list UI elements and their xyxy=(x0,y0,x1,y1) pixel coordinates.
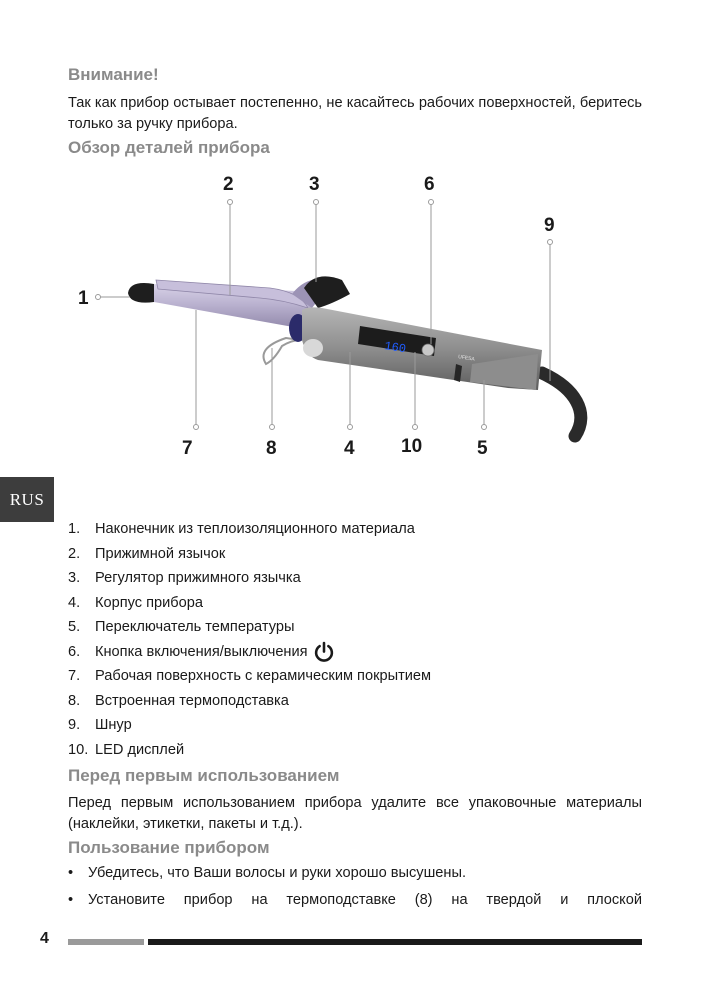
list-item: 5. Переключатель температуры xyxy=(68,619,295,636)
stand xyxy=(264,338,301,364)
language-tab: RUS xyxy=(0,477,54,522)
footer-rule-gray xyxy=(68,939,144,945)
callout-3: 3 xyxy=(309,174,320,195)
list-item: 2. Прижимной язычок xyxy=(68,545,226,562)
callout-8: 8 xyxy=(266,438,277,459)
footer-rule-black xyxy=(148,939,642,945)
warning-heading: Внимание! xyxy=(68,65,159,84)
list-item: 1. Наконечник из теплоизоляционного материала xyxy=(68,521,415,538)
overview-heading: Обзор деталей прибора xyxy=(68,138,270,157)
list-item: • Установите прибор на термоподставке (8) на твердой и плоской xyxy=(68,892,642,908)
before-first-use-text: Перед первым использованием прибора удалите все упаковочные материалы (наклейки, этикетки, пакеты и т.д.). xyxy=(68,795,642,832)
callout-7: 7 xyxy=(182,438,193,459)
before-first-use-heading: Перед первым использованием xyxy=(68,766,340,785)
switch xyxy=(303,339,323,357)
cord xyxy=(542,373,581,436)
warning-text: Так как прибор остывает постепенно, не касайтесь рабочих поверхностей, беритесь только за ручку прибора. xyxy=(68,95,642,132)
list-item: 9. Шнур xyxy=(68,717,132,734)
list-item: 8. Встроенная термоподставка xyxy=(68,692,289,709)
callout-10: 10 xyxy=(401,436,423,457)
callout-5: 5 xyxy=(477,438,488,459)
callout-2: 2 xyxy=(223,174,234,195)
curling-iron-diagram xyxy=(60,168,660,468)
list-item: 6. Кнопка включения/выключения xyxy=(68,640,431,665)
led-display-reading: 160 xyxy=(383,339,407,357)
parts-list xyxy=(68,517,431,762)
usage-list xyxy=(68,863,642,917)
page-number: 4 xyxy=(40,930,49,947)
list-item: • Убедитесь, что Ваши волосы и руки хорошо высушены. xyxy=(68,865,467,881)
power-icon xyxy=(313,641,335,663)
list-item: 7. Рабочая поверхность с керамическим покрытием xyxy=(68,668,432,685)
callout-1: 1 xyxy=(78,288,89,309)
callout-4: 4 xyxy=(344,438,355,459)
tip xyxy=(128,283,154,303)
brand-mark: UFESA xyxy=(457,354,476,363)
power-button xyxy=(422,344,434,356)
usage-heading: Пользование прибором xyxy=(68,838,270,857)
callout-9: 9 xyxy=(544,215,555,236)
list-item: 3. Регулятор прижимного язычка xyxy=(68,570,301,587)
callout-6: 6 xyxy=(424,174,435,195)
list-item: 4. Корпус прибора xyxy=(68,594,203,611)
list-item: 10. LED дисплей xyxy=(68,741,185,758)
